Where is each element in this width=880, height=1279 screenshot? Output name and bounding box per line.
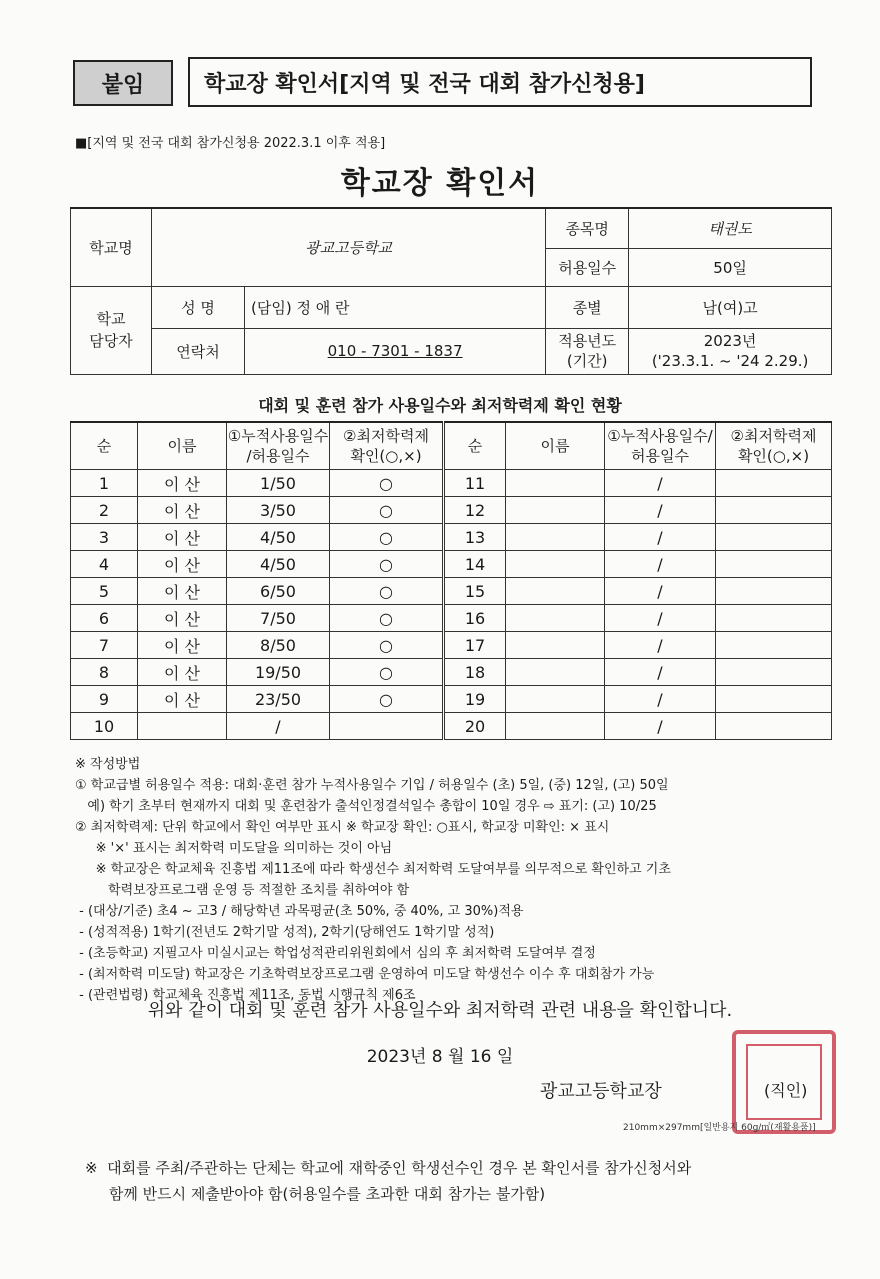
gender-value: 남(여)고 [629,286,832,328]
cell-name2 [506,632,605,659]
cell-no: 6 [71,605,138,632]
cell-days: 8/50 [227,632,330,659]
contact-cell [245,328,546,374]
cell-days2: / [605,470,716,497]
col-min2: ②최저학력제 확인(○,×) [716,422,832,470]
info-table [70,207,832,375]
cell-min2 [716,551,832,578]
col-min: ②최저학력제 확인(○,×) [330,422,444,470]
table-row [71,713,832,740]
cell-no2: 12 [444,497,506,524]
cell-days: 23/50 [227,686,330,713]
seal-label: (직인) [764,1081,808,1100]
cell-no: 1 [71,470,138,497]
cell-no2: 16 [444,605,506,632]
cell-days2: / [605,605,716,632]
cell-name: 이 산 [138,497,227,524]
cell-no: 7 [71,632,138,659]
cell-name2 [506,470,605,497]
cell-min2 [716,524,832,551]
footer-note [85,1155,691,1207]
cell-min: ○ [330,470,444,497]
cell-days2: / [605,497,716,524]
cell-name2 [506,497,605,524]
cell-name2 [506,578,605,605]
cell-min: ○ [330,578,444,605]
issue-date: 2023년 8 월 16 일 [366,1047,514,1067]
cell-min2 [716,632,832,659]
year-period: ('23.3.1. ~ '24 2.29.) [651,352,809,370]
usage-table-body [71,470,832,740]
cell-min2 [716,497,832,524]
table-row [71,686,832,713]
cell-days2: / [605,686,716,713]
cell-name: 이 산 [138,605,227,632]
cell-days2: / [605,713,716,740]
cell-name2 [506,551,605,578]
cell-days: 4/50 [227,524,330,551]
cell-no: 3 [71,524,138,551]
cell-days2: / [605,524,716,551]
usage-table [70,421,832,740]
table-row [71,632,832,659]
cell-name2 [506,605,605,632]
school-label: 학교명 [71,208,152,286]
cell-min: ○ [330,497,444,524]
year-value: 2023년 [703,332,757,350]
col-days: ①누적사용일수 /허용일수 [227,422,330,470]
cell-min: ○ [330,686,444,713]
cell-days: 19/50 [227,659,330,686]
year-cell [629,328,832,374]
col-no2: 순 [444,422,506,470]
cell-no: 10 [71,713,138,740]
instructions [75,754,845,1006]
header-title: 학교장 확인서[지역 및 전국 대회 참가신청용] [188,57,812,107]
cell-days: 4/50 [227,551,330,578]
cell-name: 이 산 [138,686,227,713]
cell-no2: 15 [444,578,506,605]
cell-name: 이 산 [138,470,227,497]
cell-no2: 14 [444,551,506,578]
cell-name2 [506,524,605,551]
cell-name [138,713,227,740]
cell-days2: / [605,632,716,659]
cell-no: 2 [71,497,138,524]
table-row [71,551,832,578]
col-no: 순 [71,422,138,470]
note-line: - (최저학력 미도달) 학교장은 기초학력보장프로그램 운영하여 미도달 학생선수 이수 후 대회참가 가능 [75,967,655,982]
cell-no2: 18 [444,659,506,686]
cell-days2: / [605,659,716,686]
note-line: ② 최저학력제: 단위 학교에서 확인 여부만 표시 ※ 학교장 확인: ○표시, 학교장 미확인: × 표시 [75,820,610,835]
note-line: - (초등학교) 지필고사 미실시교는 학업성적관리위원회에서 심의 후 최저학력 도달여부 결정 [75,946,596,961]
name-value: (담임) 정 애 란 [245,286,546,328]
cell-days: 6/50 [227,578,330,605]
note-line: 예) 학기 초부터 현재까지 대회 및 훈련참가 출석인정결석일수 총합이 10일 경우 ⇨ 표기: (고) 10/25 [75,799,657,814]
cell-no2: 17 [444,632,506,659]
note-line: ※ '×' 표시는 최저학력 미도달을 의미하는 것이 아님 [75,841,393,856]
cell-no2: 19 [444,686,506,713]
cell-days: / [227,713,330,740]
attachment-tag: 붙임 [73,60,173,106]
allowed-days-label: 허용일수 [546,248,629,286]
cell-no: 5 [71,578,138,605]
cell-min2 [716,659,832,686]
cell-name: 이 산 [138,659,227,686]
principal-name: 광교고등학교장 [540,1081,662,1102]
cell-days: 3/50 [227,497,330,524]
cell-min: ○ [330,632,444,659]
footer-line: ※ 대회를 주최/주관하는 단체는 학교에 재학중인 학생선수인 경우 본 확인서를 참가신청서와 [85,1159,692,1177]
cell-days: 1/50 [227,470,330,497]
note-line: ① 학교급별 허용일수 적용: 대회·훈련 참가 누적사용일수 기입 / 허용일수 (초) 5일, (중) 12일, (고) 50일 [75,778,669,793]
sub-note: ■[지역 및 전국 대회 참가신청용 2022.3.1 이후 적용] [75,136,386,151]
cell-no2: 11 [444,470,506,497]
year-label: 적용년도 (기간) [546,328,629,374]
cell-min2 [716,578,832,605]
cell-name: 이 산 [138,632,227,659]
table-row [71,497,832,524]
allowed-days-value: 50일 [629,248,832,286]
cell-name: 이 산 [138,551,227,578]
cell-min: ○ [330,659,444,686]
cell-no: 4 [71,551,138,578]
note-line: - (성적적용) 1학기(전년도 2학기말 성적), 2학기(당해연도 1학기말 성적) [75,925,495,940]
cell-name: 이 산 [138,578,227,605]
note-line: - (대상/기준) 초4 ~ 고3 / 해당학년 과목평균(초 50%, 중 40%, 고 30%)적용 [75,904,524,919]
page-title: 학교장 확인서 [340,166,540,201]
footer-line: 함께 반드시 제출받아야 함(허용일수를 초과한 대회 참가는 불가함) [85,1185,546,1203]
cell-days2: / [605,551,716,578]
confirm-statement: 위와 같이 대회 및 훈련 참가 사용일수와 최저학력 관련 내용을 확인합니다. [147,1000,733,1021]
note-line: 학력보장프로그램 운영 등 적절한 조치를 취하여야 함 [75,883,410,898]
col-name: 이름 [138,422,227,470]
col-days2: ①누적사용일수/ 허용일수 [605,422,716,470]
cell-min2 [716,605,832,632]
school-value: 광교고등학교 [152,208,546,286]
table-row [71,659,832,686]
cell-no2: 20 [444,713,506,740]
cell-min: ○ [330,551,444,578]
section-title: 대회 및 훈련 참가 사용일수와 최저학력제 확인 현황 [258,396,622,415]
cell-name2 [506,686,605,713]
contact-label: 연락처 [152,328,245,374]
note-line: ※ 작성방법 [75,757,141,772]
cell-min2 [716,686,832,713]
paper-spec: 210mm×297mm[일반용지 60g/㎡(재활용품)] [623,1123,816,1133]
cell-min [330,713,444,740]
cell-days2: / [605,578,716,605]
cell-min: ○ [330,605,444,632]
gender-label: 종별 [546,286,629,328]
cell-min2 [716,713,832,740]
cell-name2 [506,713,605,740]
cell-no2: 13 [444,524,506,551]
table-row [71,578,832,605]
event-value: 태권도 [629,208,832,248]
cell-no: 9 [71,686,138,713]
cell-days: 7/50 [227,605,330,632]
staff-label: 학교 담당자 [71,286,152,374]
note-line: ※ 학교장은 학교체육 진흥법 제11조에 따라 학생선수 최저학력 도달여부를 의무적으로 확인하고 기초 [75,862,671,877]
table-row [71,605,832,632]
cell-min: ○ [330,524,444,551]
cell-min2 [716,470,832,497]
event-label: 종목명 [546,208,629,248]
note-line: - (관련법령) 학교체육 진흥법 제11조, 동법 시행규칙 제6조 [75,988,416,1003]
contact-value: 010 - 7301 - 1837 [327,342,463,360]
table-row [71,524,832,551]
name-label: 성 명 [152,286,245,328]
cell-no: 8 [71,659,138,686]
table-row [71,470,832,497]
cell-name: 이 산 [138,524,227,551]
col-name2: 이름 [506,422,605,470]
cell-name2 [506,659,605,686]
